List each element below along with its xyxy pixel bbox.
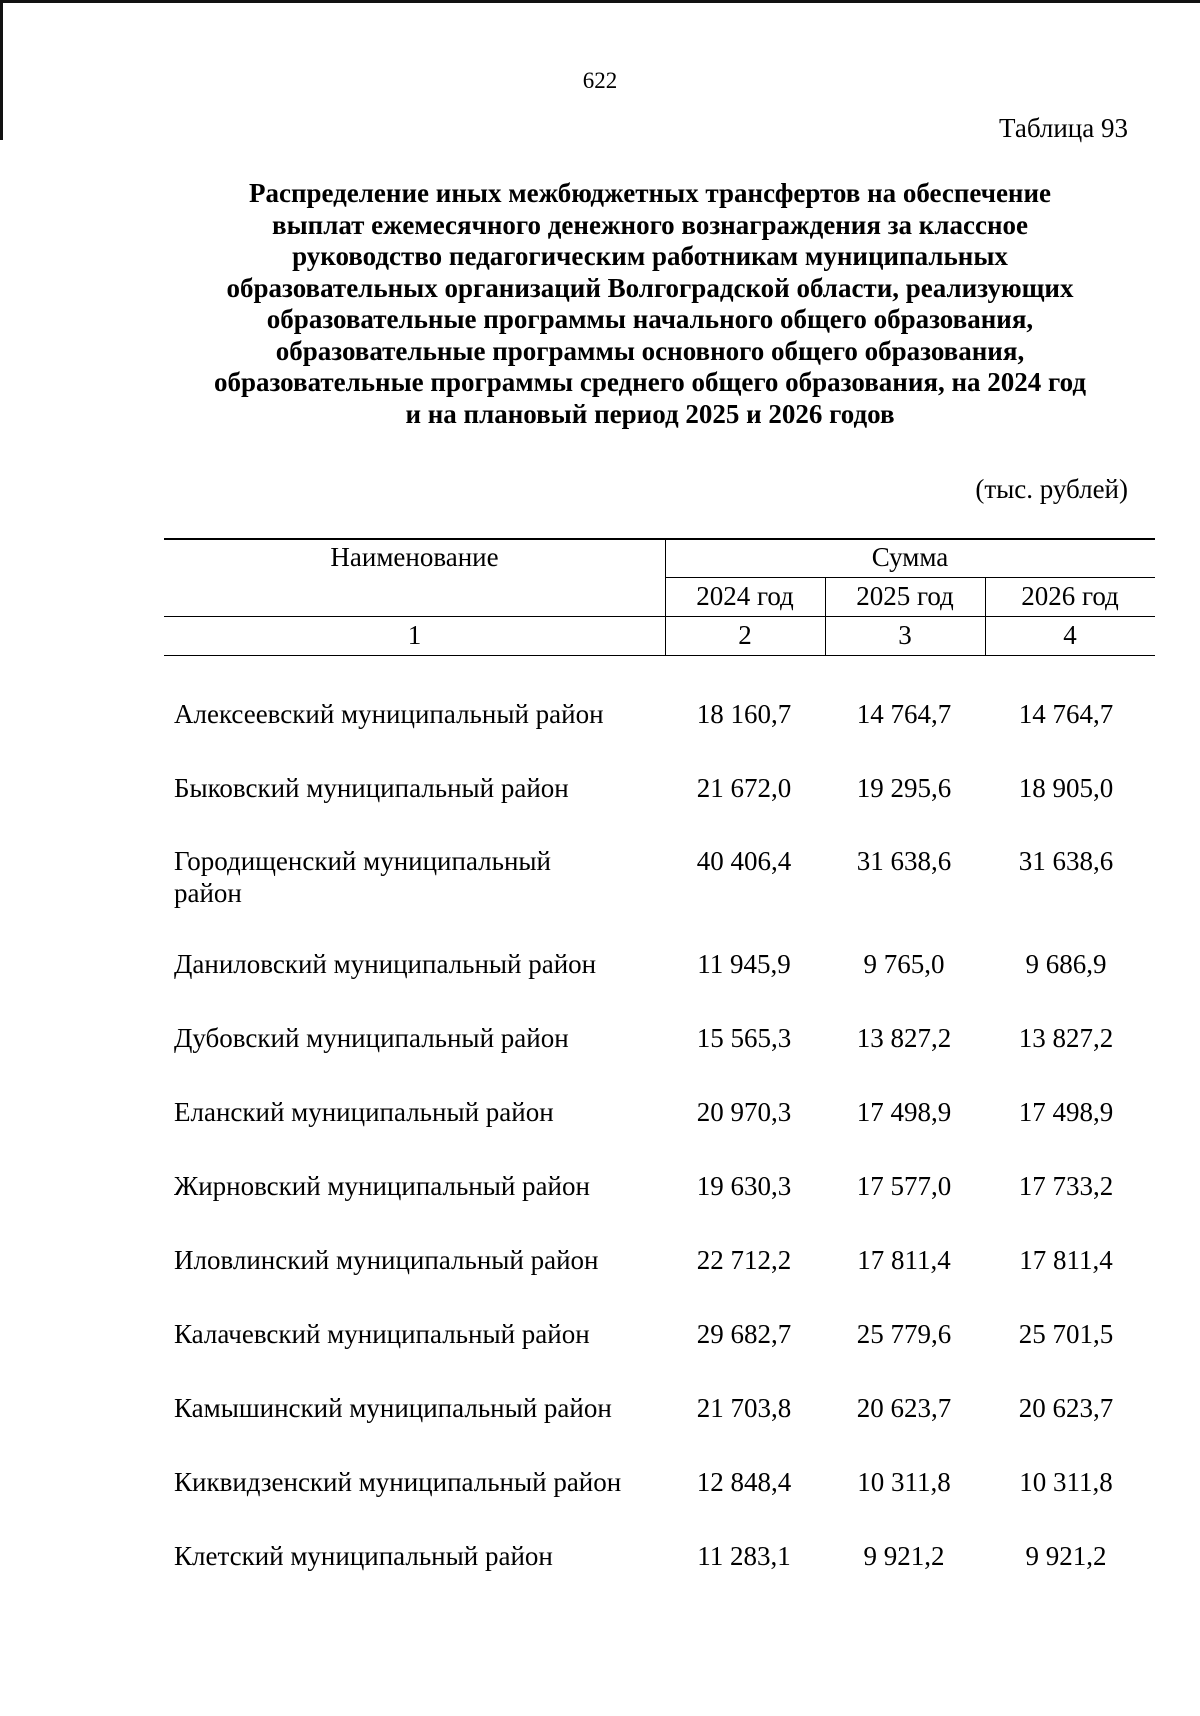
row-name: Быковский муниципальный район — [174, 773, 569, 803]
value-2024: 11 283,1 — [697, 1541, 791, 1571]
value-2025: 9 921,2 — [863, 1541, 945, 1571]
value-2024: 20 970,3 — [696, 1097, 792, 1127]
value-2026: 17 498,9 — [1018, 1097, 1114, 1127]
value-2026: 18 905,0 — [1018, 773, 1114, 803]
document-title — [150, 178, 1150, 430]
value-2026: 25 701,5 — [1018, 1319, 1114, 1349]
column-number: 3 — [898, 620, 912, 650]
value-2024: 11 945,9 — [697, 949, 791, 979]
title-line: и на плановый период 2025 и 2026 годов — [405, 398, 895, 429]
row-name: Калачевский муниципальный район — [174, 1319, 590, 1349]
value-2025: 20 623,7 — [856, 1393, 952, 1423]
row-name: Клетский муниципальный район — [174, 1541, 553, 1571]
column-number: 1 — [407, 620, 422, 650]
value-2025: 14 764,7 — [856, 699, 952, 729]
column-header-2024: 2024 год — [696, 581, 794, 611]
table-header — [164, 538, 1155, 656]
value-2026: 31 638,6 — [1018, 846, 1114, 876]
row-name: Еланский муниципальный район — [174, 1097, 554, 1127]
sum-underline — [665, 577, 1155, 578]
column-header-name: Наименование — [330, 542, 499, 572]
value-2024: 21 672,0 — [696, 773, 792, 803]
header-bottom-rule — [164, 655, 1155, 656]
page-top-border — [0, 0, 1200, 3]
title-line: образовательные программы среднего общего образования, на 2024 год — [213, 367, 1087, 397]
value-2024: 40 406,4 — [696, 846, 792, 876]
title-line: образовательные программы начального общего образования, — [266, 304, 1034, 334]
value-2025: 10 311,8 — [857, 1467, 951, 1497]
header-top-rule — [164, 538, 1155, 540]
value-2025: 17 577,0 — [856, 1171, 952, 1201]
value-2025: 13 827,2 — [856, 1023, 952, 1053]
value-2025: 17 811,4 — [857, 1245, 951, 1275]
row-name: Дубовский муниципальный район — [174, 1023, 569, 1053]
value-2026: 10 311,8 — [1019, 1467, 1113, 1497]
row-name: Камышинский муниципальный район — [174, 1393, 612, 1423]
value-2026: 20 623,7 — [1018, 1393, 1114, 1423]
value-2026: 14 764,7 — [1018, 699, 1114, 729]
value-2026: 13 827,2 — [1018, 1023, 1114, 1053]
title-line: образовательных организаций Волгоградской области, реализующих — [226, 272, 1074, 303]
row-name: Киквидзенский муниципальный район — [174, 1467, 622, 1497]
value-2024: 19 630,3 — [696, 1171, 792, 1201]
row-name: Даниловский муниципальный район — [174, 949, 597, 979]
value-2025: 17 498,9 — [856, 1097, 952, 1127]
column-header-2025: 2025 год — [856, 581, 954, 611]
row-name: Жирновский муниципальный район — [174, 1171, 590, 1201]
title-line: выплат ежемесячного денежного вознаграждения за классное — [271, 209, 1029, 240]
page-number: 622 — [582, 68, 618, 93]
row-name: Иловлинский муниципальный район — [174, 1245, 599, 1275]
column-number: 2 — [738, 620, 752, 650]
value-2025: 31 638,6 — [856, 846, 952, 876]
title-line: руководство педагогическим работникам муниципальных — [292, 241, 1008, 271]
value-2025: 9 765,0 — [863, 949, 945, 979]
column-number: 4 — [1063, 620, 1077, 650]
value-2026: 9 686,9 — [1025, 949, 1107, 979]
value-2024: 18 160,7 — [696, 699, 792, 729]
value-2024: 12 848,4 — [696, 1467, 792, 1497]
value-2026: 17 811,4 — [1019, 1245, 1113, 1275]
units-label: (тыс. рублей) — [975, 474, 1128, 504]
column-header-sum: Сумма — [871, 542, 949, 572]
row-name: Алексеевский муниципальный район — [174, 699, 604, 729]
value-2024: 29 682,7 — [696, 1319, 792, 1349]
table-label: Таблица 93 — [999, 113, 1128, 143]
years-underline — [164, 616, 1155, 617]
value-2025: 25 779,6 — [856, 1319, 952, 1349]
value-2026: 9 921,2 — [1025, 1541, 1107, 1571]
title-line: образовательные программы основного общего образования, — [275, 335, 1025, 366]
column-header-2026: 2026 год — [1021, 581, 1119, 611]
value-2025: 19 295,6 — [856, 773, 952, 803]
row-name: Городищенский муниципальный район — [174, 846, 551, 908]
value-2024: 21 703,8 — [696, 1393, 792, 1423]
value-2026: 17 733,2 — [1018, 1171, 1114, 1201]
value-2024: 15 565,3 — [696, 1023, 792, 1053]
value-2024: 22 712,2 — [696, 1245, 792, 1275]
title-line: Распределение иных межбюджетных трансфертов на обеспечение — [248, 178, 1052, 208]
